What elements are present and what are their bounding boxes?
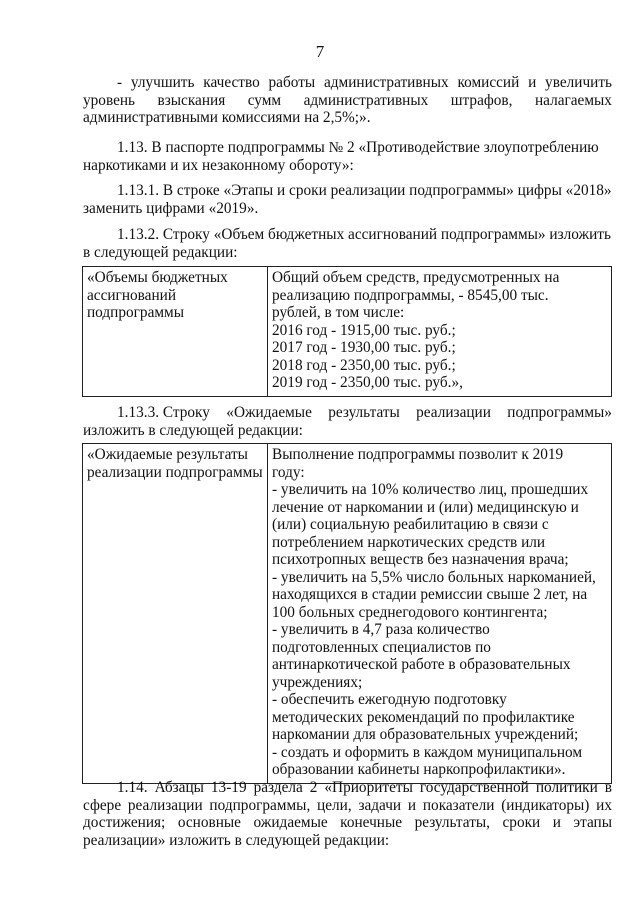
text-line: - улучшить качество работы административных комиссий и увеличить	[117, 74, 612, 91]
cell-line: антинаркотической работе в образовательных	[272, 656, 571, 673]
cell-line: 2018 год - 2350,00 тыс. руб.;	[272, 356, 456, 374]
cell-line: наркомании для образовательных учреждений;	[272, 726, 579, 743]
text-line: административными комиссиями на 2,5%;».	[83, 109, 371, 126]
word: «Ожидаемые	[226, 404, 312, 421]
cell-line: учреждениях;	[272, 673, 363, 691]
cell-line: потреблением наркотических средств или	[272, 533, 546, 551]
word: 1.13.3. Строку	[117, 404, 210, 421]
word: сумм	[247, 91, 282, 109]
expected-results-table	[82, 443, 612, 784]
cell-line: 2017 год - 1930,00 тыс. руб.;	[272, 339, 456, 356]
paragraph-1-13-2	[83, 226, 612, 261]
text-line: заменить цифрами «2019».	[83, 199, 259, 217]
text-line: 1.13. В паспорте подпрограммы № 2 «Противодействие злоупотреблению	[117, 139, 599, 156]
table-row	[83, 444, 612, 784]
cell-line: (или) социальную реабилитацию в связи с	[272, 516, 549, 533]
table-row	[83, 267, 612, 397]
text-line: сфере реализации подпрограммы, цели, задачи и показатели (индикаторы) их	[83, 796, 612, 814]
text-line: 1.14. Абзацы 13-19 раздела 2 «Приоритеты государственной политики в	[117, 779, 612, 796]
text-line: изложить в следующей редакции:	[83, 421, 303, 439]
cell-line: году:	[272, 463, 305, 481]
cell-line: реализации подпрограммы	[87, 463, 263, 481]
cell-line: образовании кабинеты наркопрофилактики».	[272, 761, 566, 778]
cell-line: психотропных веществ без назначения врача;	[272, 551, 569, 568]
page-number: 7	[315, 42, 325, 61]
justified-line	[83, 404, 612, 422]
cell-line: реализацию подпрограммы, - 8545,00 тыс.	[272, 286, 549, 304]
text-line: 1.13.2. Строку «Объем бюджетных ассигнований подпрограммы» изложить	[117, 226, 611, 243]
cell-line: находящихся в стадии ремиссии свыше 2 лет, на	[272, 586, 588, 603]
word: результаты	[328, 404, 400, 421]
word: реализации	[416, 404, 491, 421]
text-line: в следующей редакции:	[83, 243, 238, 261]
word: административных	[303, 91, 429, 109]
cell-line: 100 больных среднегодового контингента;	[272, 603, 548, 621]
table-cell-label	[83, 444, 268, 784]
word: взыскания	[157, 91, 226, 109]
cell-line: - увеличить на 5,5% число больных наркоманией,	[272, 568, 596, 586]
cell-line: - обеспечить ежегодную подготовку	[272, 691, 507, 708]
cell-line: 2019 год - 2350,00 тыс. руб.»,	[272, 374, 463, 391]
cell-line: - увеличить на 10% количество лиц, прошедших	[272, 481, 589, 498]
cell-line: 2016 год - 1915,00 тыс. руб.;	[272, 321, 456, 339]
cell-line: лечение от наркомании и (или) медицинскую и	[272, 498, 579, 516]
justified-line	[83, 92, 612, 110]
cell-line: «Ожидаемые результаты	[87, 446, 248, 463]
table-cell-content	[268, 267, 612, 397]
paragraph-1-13-3	[83, 404, 612, 439]
cell-line: Общий объем средств, предусмотренных на	[272, 269, 560, 286]
word: подпрограммы»	[507, 404, 612, 421]
text-line: достижения; основные ожидаемые конечные результаты, сроки и этапы	[83, 814, 612, 831]
text-line: наркотиками и их незаконному обороту»:	[83, 156, 354, 174]
cell-line: - создать и оформить в каждом муниципальном	[272, 743, 583, 761]
text-line: 1.13.1. В строке «Этапы и сроки реализации подпрограммы» цифры «2018»	[117, 182, 612, 199]
paragraph-1-14	[83, 779, 612, 849]
paragraph-1-13-1	[83, 182, 612, 217]
table-cell-content	[268, 444, 612, 784]
word: налагаемых	[534, 91, 612, 109]
cell-line: методических рекомендаций по профилактике	[272, 708, 575, 726]
cell-line: - увеличить в 4,7 раза количество	[272, 621, 490, 638]
budget-table	[82, 266, 612, 397]
text-line: реализации» изложить в следующей редакции:	[83, 831, 390, 849]
cell-line: ассигнований	[87, 286, 177, 304]
paragraph-1-13	[83, 139, 612, 174]
cell-line: рублей, в том числе:	[272, 304, 405, 321]
table-cell-label	[83, 267, 268, 397]
word: уровень	[83, 91, 136, 109]
cell-line: подготовленных специалистов по	[272, 638, 491, 656]
word: штрафов,	[450, 91, 513, 109]
cell-line: «Объемы бюджетных	[87, 269, 228, 286]
paragraph-commissions	[83, 74, 612, 127]
cell-line: подпрограммы	[87, 304, 185, 321]
cell-line: Выполнение подпрограммы позволит к 2019	[272, 446, 564, 463]
